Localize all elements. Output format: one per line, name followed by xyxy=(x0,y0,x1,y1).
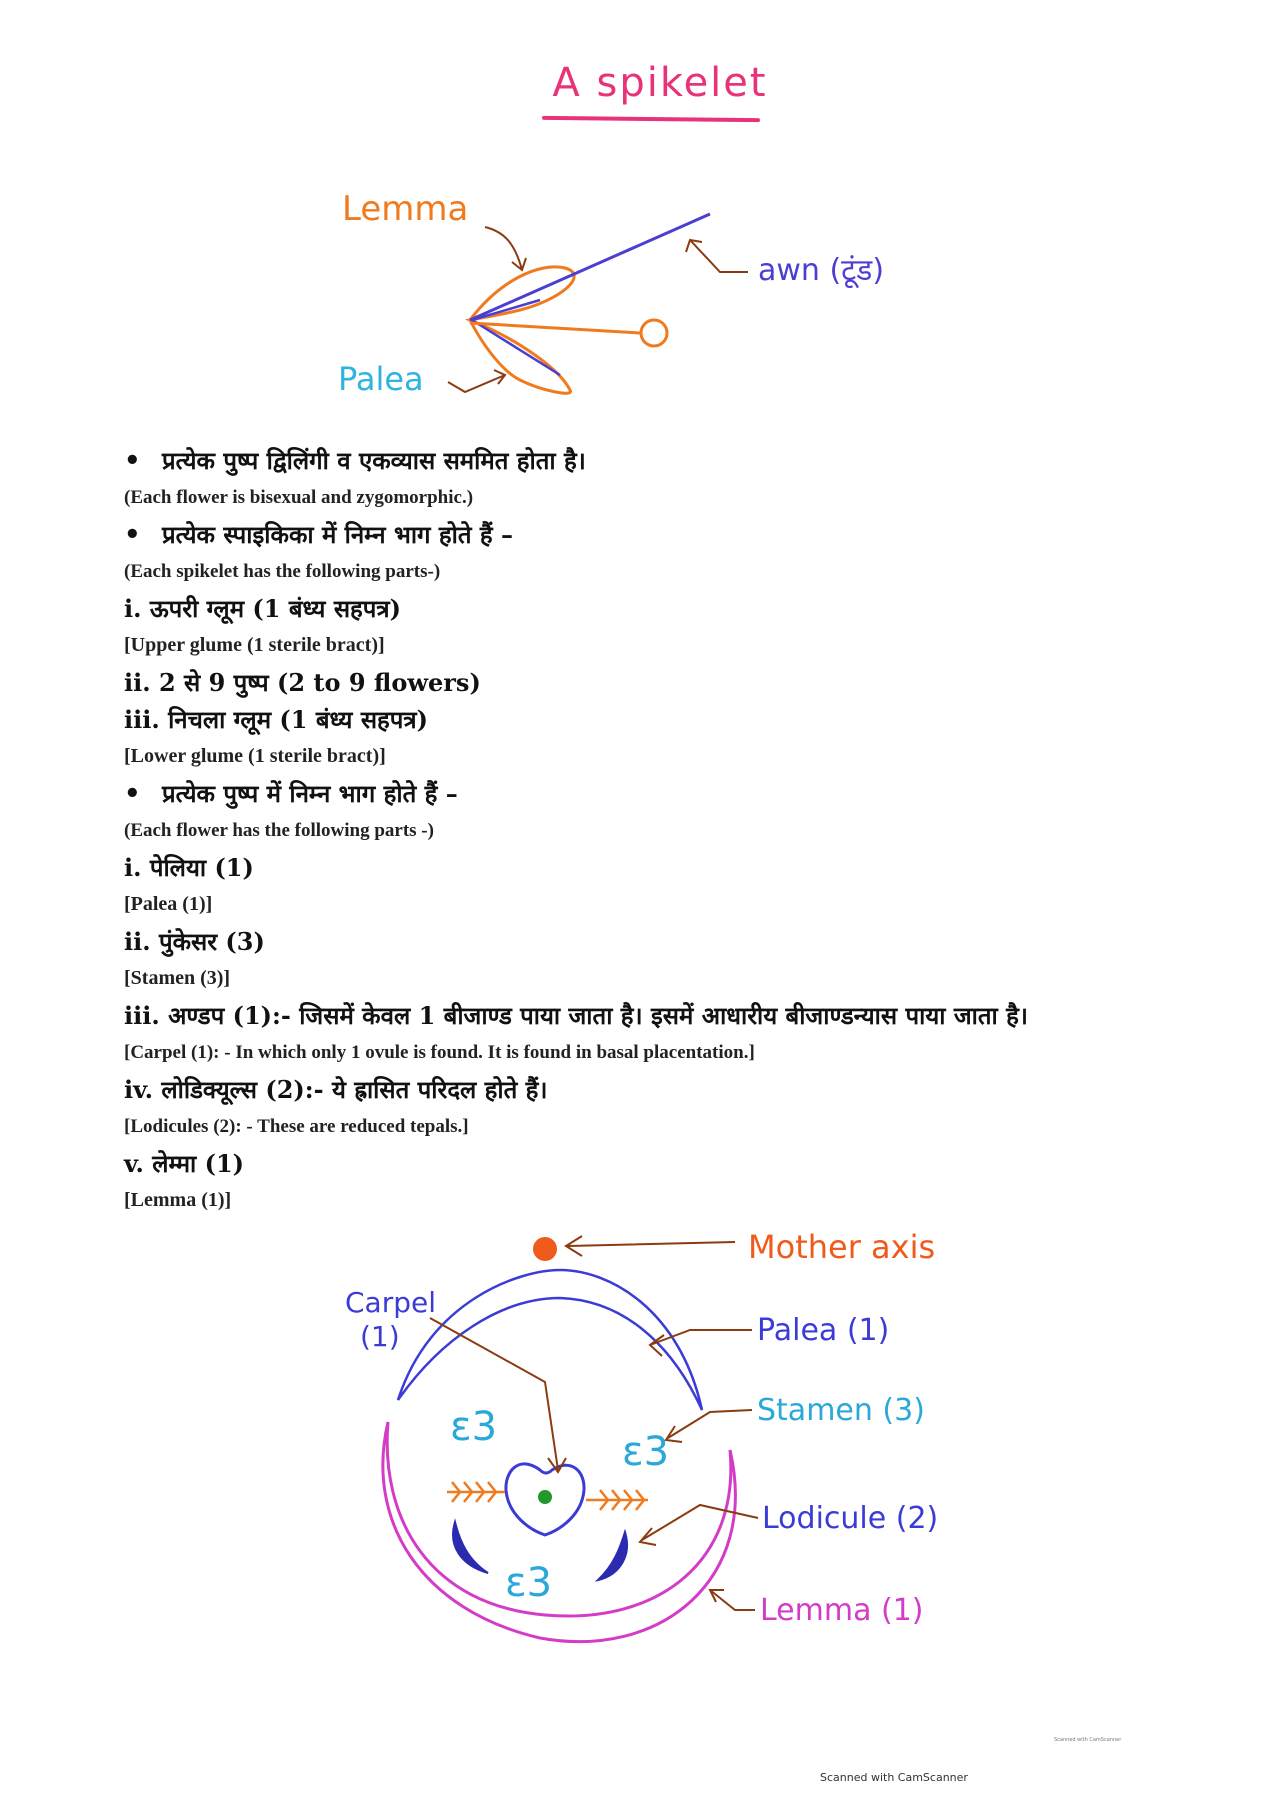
note-line xyxy=(124,479,1224,516)
note-text: ii. 2 से 9 पुष्प (2 to 9 flowers) xyxy=(124,668,481,697)
note-text: [Lower glume (1 sterile bract)] xyxy=(124,745,386,767)
mother-axis-arrow xyxy=(566,1236,735,1256)
note-line xyxy=(124,627,1224,664)
note-line xyxy=(124,1071,1224,1108)
anther-circle xyxy=(641,320,667,346)
note-text: [Upper glume (1 sterile bract)] xyxy=(124,634,385,656)
stamen-arrow xyxy=(666,1410,752,1442)
note-text: प्रत्येक पुष्प द्विलिंगी व एकव्यास सममित होता है। xyxy=(162,446,586,475)
note-text: i. ऊपरी ग्लूम (1 बंध्य सहपत्र) xyxy=(124,594,402,623)
note-line xyxy=(124,812,1224,849)
note-text: iii. अण्डप (1):- जिसमें केवल 1 बीजाण्ड पाया जाता है। इसमें आधारीय बीजाण्डन्यास पाया जाता है। xyxy=(124,1001,1028,1030)
lodicule-shape xyxy=(453,1522,488,1573)
note-line xyxy=(124,1182,1224,1219)
note-text: (Each flower is bisexual and zygomorphic.) xyxy=(124,487,474,508)
stamen-shape: ε3 xyxy=(622,1429,670,1475)
note-text: [Stamen (3)] xyxy=(124,967,231,989)
lemma-label: Lemma xyxy=(342,189,469,229)
note-text: प्रत्येक स्पाइकिका में निम्न भाग होते हैं – xyxy=(162,520,513,549)
note-text: (Each spikelet has the following parts-) xyxy=(124,561,441,582)
note-line xyxy=(124,701,1224,738)
note-text: iii. निचला ग्लूम (1 बंध्य सहपत्र) xyxy=(124,705,429,734)
carpel-count-label: (1) xyxy=(360,1320,400,1353)
note-text: [Lodicules (2): - These are reduced tepals.] xyxy=(124,1116,469,1137)
notes-list xyxy=(124,442,1224,1219)
note-line xyxy=(124,442,1224,479)
lemma-arrow xyxy=(485,227,526,270)
awn-line xyxy=(470,214,710,320)
stigma-right xyxy=(586,1490,648,1510)
note-text: iv. लोडिक्यूल्स (2):- ये ह्रासित परिदल होते हैं। xyxy=(124,1075,548,1104)
awn-label: awn (टूंड) xyxy=(758,253,885,288)
awn-arrow xyxy=(686,240,748,272)
note-line xyxy=(124,553,1224,590)
carpel-arrow xyxy=(430,1318,566,1472)
carpel-shape xyxy=(506,1464,584,1535)
lodicule-arrow xyxy=(640,1505,758,1545)
spikelet-diagram xyxy=(0,0,1271,420)
scanner-watermark-small: Scanned with CamScanner xyxy=(1054,1737,1122,1743)
note-line xyxy=(124,886,1224,923)
lodicule-shape xyxy=(598,1532,627,1580)
note-line xyxy=(124,1145,1224,1182)
note-line xyxy=(124,849,1224,886)
stamen-shape: ε3 xyxy=(505,1560,553,1606)
mother-axis-label: Mother axis xyxy=(748,1228,936,1266)
note-line xyxy=(124,960,1224,997)
lemma-arc xyxy=(383,1422,736,1642)
note-line xyxy=(124,590,1224,627)
note-text: [Lemma (1)] xyxy=(124,1189,232,1211)
palea-arrow xyxy=(448,370,505,392)
note-text: ii. पुंकेसर (3) xyxy=(124,927,265,956)
mother-axis-dot xyxy=(533,1237,557,1261)
palea-arrow xyxy=(650,1330,752,1356)
bullet-icon: • xyxy=(124,446,141,476)
note-line xyxy=(124,997,1224,1034)
palea-label: Palea (1) xyxy=(757,1313,890,1348)
bullet-icon: • xyxy=(124,779,141,809)
note-line xyxy=(124,1034,1224,1071)
note-text: i. पेलिया (1) xyxy=(124,853,254,882)
page-title: A spikelet xyxy=(552,60,768,106)
lemma-label: Lemma (1) xyxy=(760,1593,924,1628)
note-line xyxy=(124,775,1224,812)
note-text: (Each flower has the following parts -) xyxy=(124,820,434,841)
note-line xyxy=(124,664,1224,701)
ovule-dot xyxy=(538,1490,552,1504)
carpel-label: Carpel xyxy=(345,1286,436,1319)
stigma-left xyxy=(447,1482,505,1502)
lemma-arrow xyxy=(710,1590,755,1610)
stamen-shape: ε3 xyxy=(450,1404,498,1450)
note-line xyxy=(124,923,1224,960)
note-line xyxy=(124,1108,1224,1145)
note-text: v. लेम्मा (1) xyxy=(124,1149,245,1178)
palea-crescent xyxy=(398,1270,702,1410)
scanner-watermark: Scanned with CamScanner xyxy=(820,1771,968,1784)
note-text: [Carpel (1): - In which only 1 ovule is found. It is found in basal placentation.] xyxy=(124,1042,755,1063)
note-text: प्रत्येक पुष्प में निम्न भाग होते हैं – xyxy=(162,779,458,808)
stamen-label: Stamen (3) xyxy=(757,1393,925,1428)
note-line xyxy=(124,516,1224,553)
palea-label: Palea xyxy=(338,360,424,398)
note-line xyxy=(124,738,1224,775)
lodicule-label: Lodicule (2) xyxy=(762,1501,939,1536)
bullet-icon: • xyxy=(124,520,141,550)
note-text: [Palea (1)] xyxy=(124,893,213,915)
